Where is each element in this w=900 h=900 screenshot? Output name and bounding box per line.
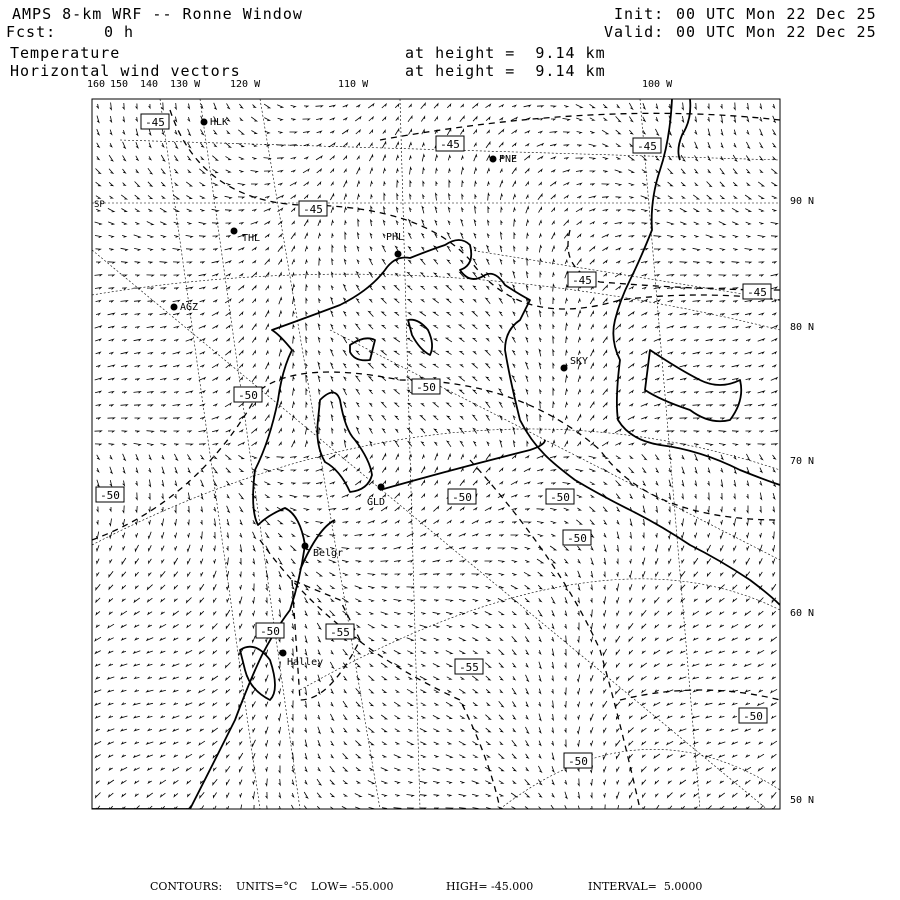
contour-label-text: -50 <box>567 532 587 545</box>
parallel-50 <box>500 749 780 809</box>
graticule <box>92 99 780 820</box>
contour-label <box>412 379 440 394</box>
lon-label-140: 140 <box>140 79 159 90</box>
contour-minus50-b <box>470 460 640 809</box>
station-label: PHL <box>386 232 405 243</box>
station-belgr <box>302 543 344 560</box>
station-label: SKY <box>570 356 589 367</box>
station-hlk <box>201 117 229 128</box>
peninsula-tip <box>678 99 690 160</box>
contour-label-text: -50 <box>416 381 436 394</box>
footer-interval: INTERVAL= 5.0000 <box>588 880 703 893</box>
contour-label <box>326 624 354 639</box>
station-dot <box>302 543 309 550</box>
meridian-160 <box>160 99 260 809</box>
contour-minus55-b <box>292 580 360 700</box>
station-dot <box>231 228 238 235</box>
field-wind-height: at height = 9.14 km <box>405 62 606 80</box>
map-title: AMPS 8-km WRF -- Ronne Window <box>12 5 303 23</box>
contour-label-text: -45 <box>303 203 323 216</box>
footer-contours-label: CONTOURS: <box>150 880 223 893</box>
station-label: Halley <box>287 657 324 668</box>
station-label: THL <box>242 233 261 244</box>
lon-label-100: 100 W <box>642 79 673 90</box>
contour-label-text: -45 <box>440 138 460 151</box>
contour-label <box>436 136 464 151</box>
station-dot <box>378 484 385 491</box>
contour-label <box>546 489 574 504</box>
station-halley <box>280 650 324 669</box>
contour-label-text: -50 <box>550 491 570 504</box>
station-dot <box>395 251 402 258</box>
lat-label-70: 70 N <box>790 456 815 467</box>
station-gld <box>367 484 385 509</box>
lon-label-150: 150 <box>110 79 129 90</box>
valid-label: Valid: <box>604 23 665 41</box>
parallel-70 <box>92 429 780 545</box>
lon-label-160: 160 <box>87 79 106 90</box>
contour-label <box>455 659 483 674</box>
contour-label <box>568 272 596 287</box>
forecast-hour: 0 h <box>104 23 135 41</box>
station-dot <box>490 156 497 163</box>
station-dot <box>280 650 287 657</box>
contour-label-text: -55 <box>459 661 479 674</box>
contour-label <box>96 487 124 502</box>
peninsula-islands <box>645 350 741 421</box>
meridian-100 <box>640 99 700 809</box>
contour-label <box>299 201 327 216</box>
station-dot <box>201 119 208 126</box>
lat-label-90: 90 N <box>790 196 815 207</box>
contour-label <box>563 530 591 545</box>
contour-label <box>234 387 262 402</box>
coastlines <box>92 99 780 809</box>
forecast-label: Fcst: <box>6 23 57 41</box>
init-label: Init: <box>614 5 665 23</box>
lat-label-80: 80 N <box>790 322 815 333</box>
station-label: GLD <box>367 497 386 508</box>
station-agz <box>171 302 199 313</box>
contour-label <box>564 753 592 768</box>
init-time: 00 UTC Mon 22 Dec 25 <box>676 5 877 23</box>
station-label: PNE <box>499 154 518 165</box>
island-small <box>408 320 432 355</box>
island-west <box>350 338 375 360</box>
station-label: HLK <box>210 117 229 128</box>
contour-label <box>448 489 476 504</box>
field-temperature-height: at height = 9.14 km <box>405 44 606 62</box>
contour-label <box>633 138 661 153</box>
lat-label-60: 60 N <box>790 608 815 619</box>
station-label: Belgr <box>313 548 344 559</box>
contour-label <box>141 114 169 129</box>
valid-time: 00 UTC Mon 22 Dec 25 <box>676 23 877 41</box>
lon-label-110: 110 W <box>338 79 369 90</box>
contour-label-layer <box>96 114 771 768</box>
contour-label <box>256 623 284 638</box>
contour-label-text: -50 <box>260 625 280 638</box>
contour-label-text: -50 <box>568 755 588 768</box>
contour-label-text: -55 <box>330 626 350 639</box>
station-phl <box>386 232 404 258</box>
lat-label-50: 50 N <box>790 795 815 806</box>
lon-label-130: 130 W <box>170 79 201 90</box>
field-temperature: Temperature <box>10 44 121 62</box>
lon-label-120: 120 W <box>230 79 261 90</box>
contour-minus45-c <box>568 230 780 290</box>
footer-low: LOW= -55.000 <box>311 880 394 893</box>
station-label: AGZ <box>180 302 199 313</box>
contour-minus50-c <box>620 690 780 700</box>
map-frame <box>92 99 780 809</box>
station-thl <box>231 228 261 245</box>
contour-label-text: -45 <box>572 274 592 287</box>
wind-vectors <box>95 103 778 812</box>
contour-label <box>739 708 767 723</box>
contour-label-text: -50 <box>100 489 120 502</box>
station-dot <box>561 365 568 372</box>
station-pne <box>490 154 518 165</box>
wind-vector-field <box>95 103 778 812</box>
parallel-60 <box>300 579 780 690</box>
contour-label-text: -50 <box>743 710 763 723</box>
station-dot <box>171 304 178 311</box>
contour-label-text: -45 <box>637 140 657 153</box>
field-wind: Horizontal wind vectors <box>10 62 241 80</box>
contour-label-text: -45 <box>145 116 165 129</box>
footer-units: UNITS=°C <box>236 880 298 893</box>
station-sky <box>561 356 589 372</box>
contour-label <box>743 284 771 299</box>
meridian-150 <box>200 99 300 809</box>
meridian-110 <box>400 99 420 809</box>
south-pole-marker: SP <box>94 200 105 210</box>
contour-label-text: -50 <box>238 389 258 402</box>
footer-high: HIGH= -45.000 <box>446 880 534 893</box>
contour-label-text: -50 <box>452 491 472 504</box>
contour-label-text: -45 <box>747 286 767 299</box>
